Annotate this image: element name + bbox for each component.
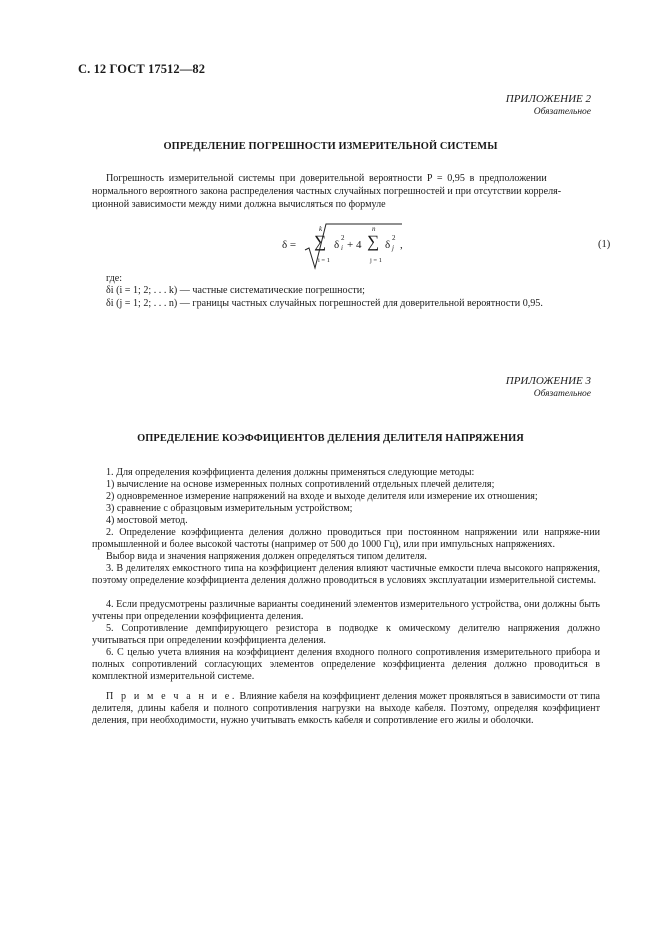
appendix-2-label: ПРИЛОЖЕНИЕ 2 xyxy=(505,93,591,105)
method-item: 3) сравнение с образцовым измерительным устройством; xyxy=(106,503,353,514)
paragraph-2: 2. Определение коэффициента деления должно проводиться при постоянном напряжении или напряже-нии промышленной и более высокой частоты (например от 500 до 1000 Гц), или при импульсных напряжениях. xyxy=(92,527,600,551)
term1-sup: 2 xyxy=(341,234,345,242)
method-item: 1) вычисление на основе измеренных полных сопротивлений отдельных плечей делителя; xyxy=(106,479,495,490)
appendix-2-status: Обязательное xyxy=(533,107,591,117)
appendix-2-intro-line: нормального вероятного закона распределения частных случайных погрешностей и при отсутствии корреля- xyxy=(92,186,562,197)
appendix-3-status: Обязательное xyxy=(533,389,591,399)
term1-sub: i xyxy=(341,244,343,252)
appendix-3-title: ОПРЕДЕЛЕНИЕ КОЭФФИЦИЕНТОВ ДЕЛЕНИЯ ДЕЛИТЕЛЯ НАПРЯЖЕНИЯ xyxy=(137,433,524,444)
appendix-3-label: ПРИЛОЖЕНИЕ 3 xyxy=(505,375,591,387)
sum1-sign-icon: ∑ xyxy=(314,232,327,251)
sum2-lower: j = 1 xyxy=(370,257,382,264)
formula-1 xyxy=(282,222,462,272)
sum1-upper: k xyxy=(319,225,323,233)
note-label: П р и м е ч а н и е. xyxy=(106,691,237,702)
methods-intro: 1. Для определения коэффициента деления должны применяться следующие методы: xyxy=(106,467,475,478)
term2-sub: j xyxy=(392,244,394,252)
formula-plus: + 4 xyxy=(347,239,362,251)
appendix-2-intro-line: ционной зависимости между ними должна вычисляться по формуле xyxy=(92,199,386,210)
method-item: 4) мостовой метод. xyxy=(106,515,188,526)
appendix-2-label-block xyxy=(506,93,591,119)
page-header: С. 12 ГОСТ 17512—82 xyxy=(78,62,206,76)
appendix-2-intro-line: Погрешность измерительной системы при доверительной вероятности P = 0,95 в предположении xyxy=(106,173,547,184)
term1: δ xyxy=(334,239,340,251)
sum2-upper: n xyxy=(372,225,376,233)
note xyxy=(92,691,600,727)
sum2-sign-icon: ∑ xyxy=(367,232,380,251)
paragraph-6: 6. С целью учета влияния на коэффициент деления входного полного сопротивления измерительного прибора и полных сопротивлений согласующих элементов определение коэффициента деления должно проводиться в комплектной измерительной системе. xyxy=(92,647,600,683)
paragraph-5: 5. Сопротивление демпфирующего резистора в подводке к омическому делителю напряжения должно учитываться при определении коэффициента деления. xyxy=(92,623,600,647)
definition-2: δi (j = 1; 2; . . . n) — границы частных случайных погрешностей для доверительной вероятности 0,95. xyxy=(106,298,543,309)
note-text: Влияние кабеля на коэффициент деления может проявляться в зависимости от типа делителя, длины кабеля и полного сопротивления нагрузки на выходе кабеля. Поэтому, определяя коэффициент деления, при необходимости, нужно учитывать емкость кабеля и сопротивление его жилы и оболочки. xyxy=(92,691,600,727)
term2-sup: 2 xyxy=(392,234,396,242)
where-label: где: xyxy=(106,273,123,284)
paragraph-2b: Выбор вида и значения напряжения должен определяться типом делителя. xyxy=(106,551,427,562)
formula-number: (1) xyxy=(598,239,611,250)
sum1-lower: i = 1 xyxy=(318,257,330,264)
formula-tail: , xyxy=(400,239,403,251)
method-item: 2) одновременное измерение напряжений на входе и выходе делителя или измерение их отношения; xyxy=(106,491,538,502)
appendix-2-title: ОПРЕДЕЛЕНИЕ ПОГРЕШНОСТИ ИЗМЕРИТЕЛЬНОЙ СИСТЕМЫ xyxy=(163,141,498,152)
paragraph-3: 3. В делителях емкостного типа на коэффициент деления влияют частичные емкости плеча высокого напряжения, поэтому определение коэффициента деления должно проводиться в условиях эксплуатации измерительной системы. xyxy=(92,563,600,587)
formula-lhs: δ = xyxy=(282,239,297,251)
appendix-3-label-block xyxy=(506,375,591,401)
paragraph-4: 4. Если предусмотрены различные варианты соединений элементов измерительного устройства, они должны быть учтены при определении коэффициента деления. xyxy=(92,599,600,623)
term2: δ xyxy=(385,239,391,251)
definition-1: δi (i = 1; 2; . . . k) — частные систематические погрешности; xyxy=(106,285,365,296)
